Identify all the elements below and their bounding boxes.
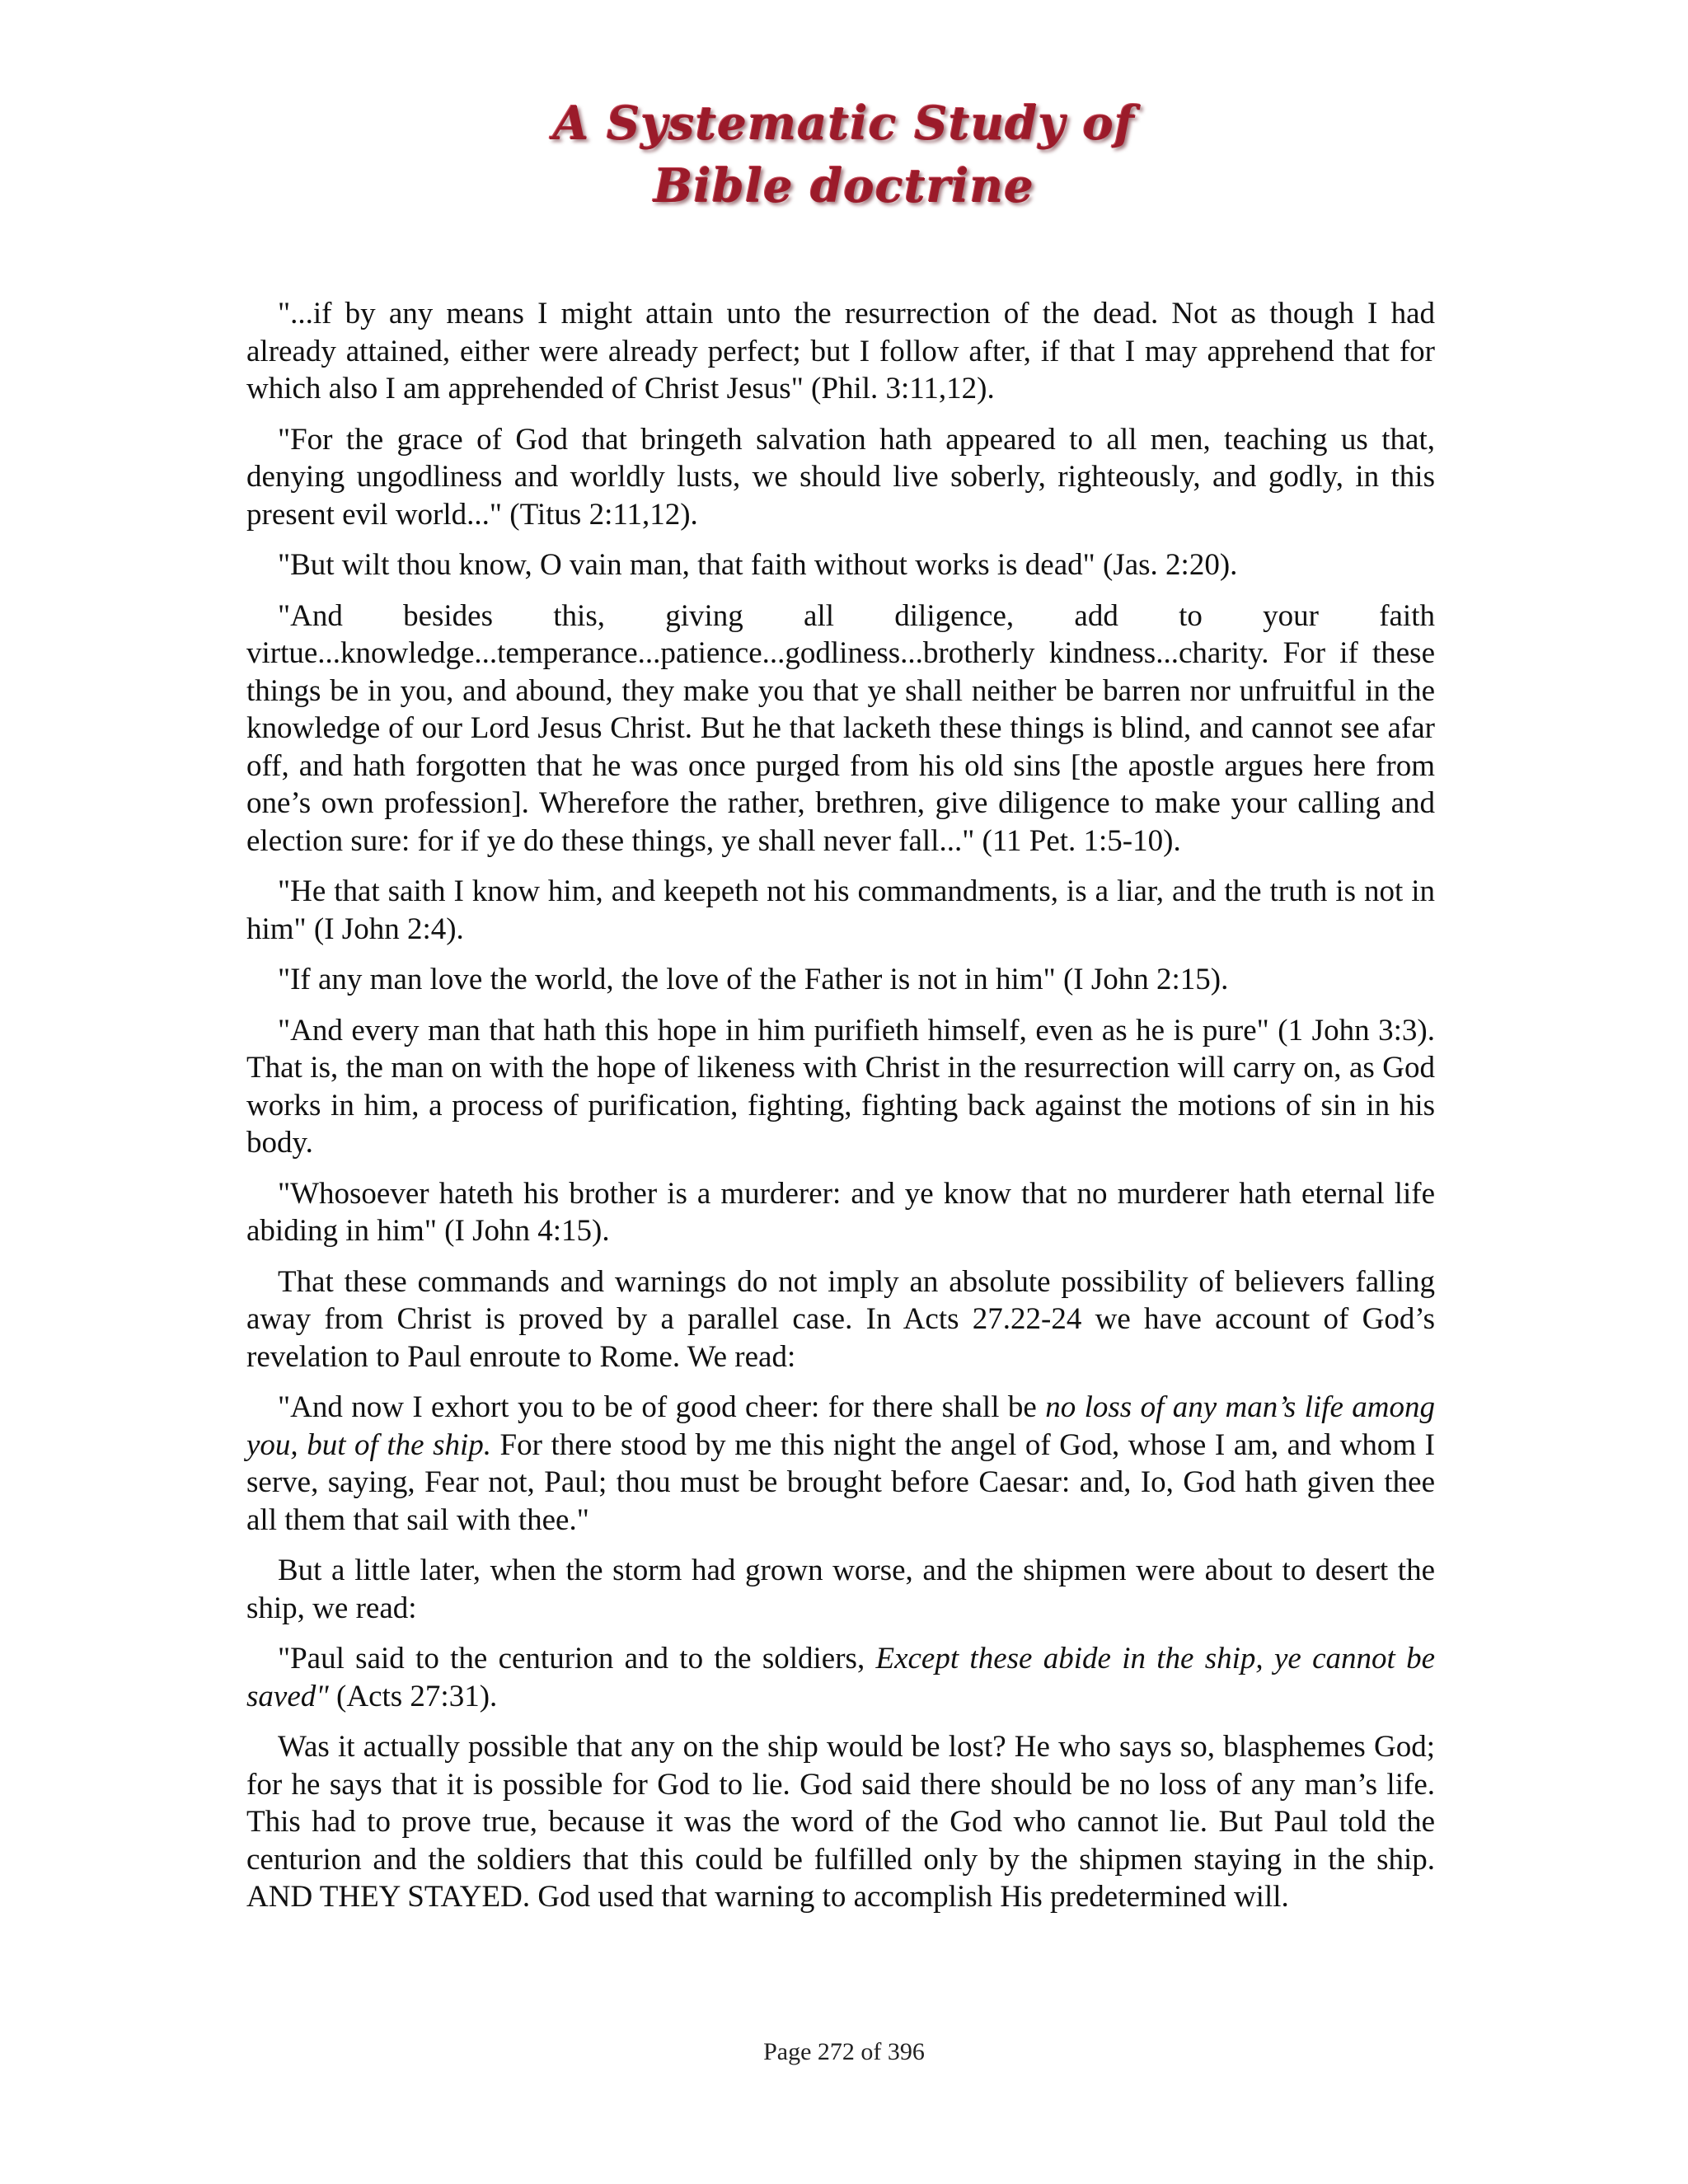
paragraph-10-italic: no loss of any man’s life among you, but of the ship. xyxy=(246,1390,1436,1462)
paragraph-5: "He that saith I know him, and keepeth not his commandments, is a liar, and the truth is not in him" (I John 2:4). xyxy=(246,874,1435,946)
paragraph-10-before: "And now I exhort you to be of good cheer: for there shall be xyxy=(278,1390,1046,1424)
paragraph-10 xyxy=(246,1389,1435,1539)
paragraph-8: "Whosoever hateth his brother is a murderer: and ye know that no murderer hath eternal life abiding in him" (I John 4:15). xyxy=(246,1176,1435,1248)
paragraph-2: "For the grace of God that bringeth salvation hath appeared to all men, teaching us that, denying ungodliness and worldly lusts, we should live soberly, righteously, and godly, in this present evil world..." (Titus 2:11,12). xyxy=(246,422,1435,532)
paragraph-12-before: "Paul said to the centurion and to the soldiers, xyxy=(278,1642,876,1675)
header-title-line1: A Systematic Study of xyxy=(553,96,1135,151)
paragraph-12-italic: Except these abide in the ship, ye cannot be saved" xyxy=(246,1642,1435,1713)
header-title-line2: Bible doctrine xyxy=(654,159,1034,213)
paragraph-9: That these commands and warnings do not imply an absolute possibility of believers falling away from Christ is proved by a parallel case. In Acts 27.22-24 we have account of God’s revelation to Paul enroute to Rome. We read: xyxy=(246,1264,1435,1374)
page-body xyxy=(246,295,1435,1929)
paragraph-12-after: (Acts 27:31). xyxy=(328,1679,498,1713)
paragraph-13: Was it actually possible that any on the ship would be lost? He who says so, blasphemes God; for he says that it is possible for God to lie. God said there should be no loss of any man’s life. This had to prove true, because it was the word of the God who cannot lie. But Paul told the centurion and the soldiers that this could be fulfilled only by the shipmen staying in the ship. AND THEY STAYED. God used that warning to accomplish His predetermined will. xyxy=(246,1730,1435,1914)
paragraph-12 xyxy=(246,1640,1435,1715)
header-logo xyxy=(0,92,1688,218)
paragraph-10-after: For there stood by me this night the angel of God, whose I am, and whom I serve, saying, Fear not, Paul; thou must be brought before Caesar: and, Io, God hath given thee all them that sail with thee." xyxy=(246,1427,1435,1537)
paragraph-3: "But wilt thou know, O vain man, that faith without works is dead" (Jas. 2:20). xyxy=(278,548,1238,582)
paragraph-11: But a little later, when the storm had grown worse, and the shipmen were about to desert the ship, we read: xyxy=(246,1554,1435,1625)
paragraph-4: "And besides this, giving all diligence, add to your faith virtue...knowledge...temperance...patience...godliness...brotherly kindness...charity. For if these things be in you, and abound, they make you that ye shall neither be barren nor unfruitful in the knowledge of our Lord Jesus Christ. But he that lacketh these things is blind, and cannot see afar off, and hath forgotten that he was once purged from his old sins [the apostle argues here from one’s own profession]. Wherefore the rather, brethren, give diligence to make your calling and election sure: for if ye do these things, ye shall never fall..." (11 Pet. 1:5-10). xyxy=(246,598,1435,858)
paragraph-6: "If any man love the world, the love of the Father is not in him" (I John 2:15). xyxy=(278,963,1229,996)
paragraph-7: "And every man that hath this hope in him purifieth himself, even as he is pure" (1 John 3:3). That is, the man on with the hope of likeness with Christ in the resurrection will carry on, as God works in him, a process of purification, fighting, fighting back against the motions of sin in his body. xyxy=(246,1013,1435,1160)
paragraph-1: "...if by any means I might attain unto the resurrection of the dead. Not as though I had already attained, either were already perfect; but I follow after, if that I may apprehend that for which also I am apprehended of Christ Jesus" (Phil. 3:11,12). xyxy=(246,297,1435,405)
page-number: Page 272 of 396 xyxy=(763,2038,925,2065)
